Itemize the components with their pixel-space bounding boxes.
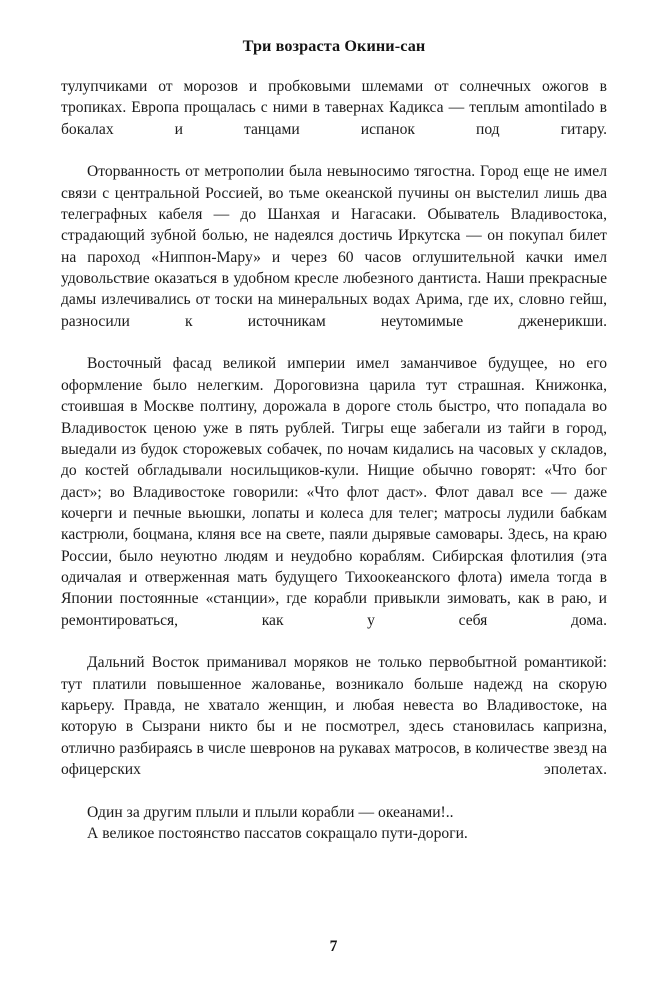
page-number: 7 — [329, 938, 338, 955]
body-text-block — [61, 76, 607, 844]
paragraph: Один за другим плыли и плыли корабли — океанами!.. — [87, 803, 454, 821]
paragraph-text-segment: в бокалах и танцами испанок под гитару. — [61, 99, 607, 138]
paragraph-text-segment: тулупчиками от морозов и пробковыми шлемами от солнечных ожогов в тропиках. Европа прощалась с ними в тавернах Кадикса — теплым — [61, 78, 607, 117]
paragraph: Дальний Восток приманивал моряков не только первобытной романтикой: тут платили повышенное жалованье, возникало больше надежд на скорую карьеру. Правда, не хватало женщин, и любая невеста во Владивостоке, на которую в Сызрани никто бы и не посмотрел, здесь становилась капризна, отлично разбираясь в числе шевронов на рукавах матросов, в количестве звезд на офицерских эполетах. — [61, 654, 607, 778]
latin-term: amontilado — [524, 99, 595, 117]
running-head: Три возраста Окини-сан — [242, 37, 426, 55]
paragraph: Оторванность от метрополии была невыносимо тягостна. Город еще не имел связи с центральной Россией, во тьме океанской пучины он выстелил лишь два телеграфных кабеля — до Шанхая и Нагасаки. Обыватель Владивостока, страдающий зубной болью, не надеялся достичь Иркутска — он покупал билет на пароход «Ниппон-Мару» и через 60 часов оглушительной качки имел удовольствие оказаться в удобном кресле любезного дантиста. Наши прекрасные дамы излечивались от тоски на минеральных водах Арима, где их, словно гейш, разносили к источникам неутомимые дженерикши. — [61, 163, 607, 330]
paragraph — [61, 76, 607, 161]
paragraph: А великое постоянство пассатов сокращало пути-дороги. — [87, 825, 468, 843]
paragraph: Восточный фасад великой империи имел заманчивое будущее, но его оформление было нелегким. Дороговизна царила тут страшная. Книжонка, стоившая в Москве полтину, дорожала в дороге столь быстро, что попадала во Владивосток ценою уже в пять рублей. Тигры еще забегали из тайги в город, выедали из будок сторожевых собачек, по ночам кидались на часовых у складов, до костей обгладывали носильщиков-кули. Нищие обычно говорят: «Что бог даст»; во Владивостоке говорили: «Что флот даст». Флот давал все — даже кочерги и печные вьюшки, лопаты и колеса для телег; матросы лудили бабкам кастрюли, боцмана, кляня все на свете, паяли дырявые самовары. Здесь, на краю России, было неуютно людям и неудобно кораблям. Сибирская флотилия (эта одичалая и отверженная мать будущего Тихоокеанского флота) имела тогда в Японии постоянные «станции», где корабли привыкли зимовать, как в раю, и ремонтироваться, как у себя дома. — [61, 355, 607, 629]
